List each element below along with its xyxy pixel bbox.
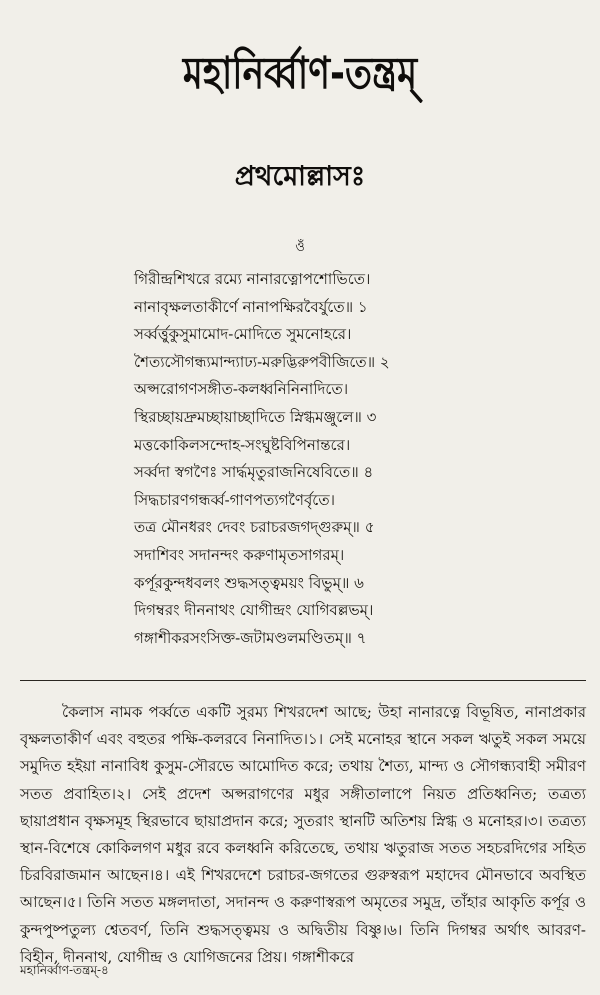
verse-line: তত্র মৌনধরং দেবং চরাচরজগদ্‌গুরুম্॥ ৫: [134, 518, 375, 537]
verse-line: কর্পূরকুন্দধবলং শুদ্ধসত্ত্বময়ং বিভুম্॥ ৬: [134, 573, 364, 592]
verse-line: নানাবৃক্ষলতাকীর্ণে নানাপক্ষিরবৈর্যুতে॥ ১: [134, 297, 368, 316]
page-footer: মহানির্ব্বাণ-তন্ত্রম্-৪: [20, 963, 109, 977]
bleed-through-text: [150, 0, 390, 22]
verse-line: দিগম্বরং দীননাথং যোগীন্দ্রং যোগিবল্লভম্।: [134, 601, 374, 620]
verse-line: সিদ্ধচারণগন্ধর্ব্ব-গাণপত্যগণৈর্বৃতে।: [134, 490, 335, 509]
verse-block: [134, 266, 574, 652]
verse-line: সদাশিবং সদানন্দং করুণামৃতসাগরম্।: [134, 545, 345, 564]
verse-line: স্থিরচ্ছায়দ্রুমচ্ছায়াচ্ছাদিতে স্নিগ্ধমঞ্জুলে॥ ৩: [134, 407, 377, 426]
page-title: মহানির্ব্বাণ-তন্ত্রম্: [182, 48, 418, 99]
verse-line: সর্ব্বর্ত্তুকুসুমামোদ-মোদিতে সুমনোহরে।: [134, 325, 352, 344]
verse-line: শৈত্যসৌগন্ধ্যমান্দ্যাঢ্য-মরুদ্ভিরুপবীজিতে॥ ২: [134, 352, 390, 371]
translation-paragraph: কৈলাস নামক পর্ব্বতে একটি সুরম্য শিখরদেশ আছে; উহা নানারত্নে বিভূষিত, নানাপ্রকার বৃক্ষলতাকীর্ণ এবং বহুতর পক্ষি-কলরবে নিনাদিত।১। সেই মনোহর স্থানে সকল ঋতুই সকল সময়ে সমুদিত হইয়া নানাবিধ কুসুম-সৌরভে আমোদিত করে; তথায় শৈত্য, মান্দ্য ও সৌগন্ধ্যবাহী সমীরণ সতত প্রবাহিত।২। সেই প্রদেশ অপ্সরাগণের মধুর সঙ্গীতালাপে নিয়ত প্রতিধ্বনিত; তত্রত্য ছায়াপ্রধান বৃক্ষসমূহ স্থিরভাবে ছায়াপ্রদান করে; সুতরাং স্থানটি অতিশয় স্নিগ্ধ ও মনোহর।৩। তত্রত্য স্থান-বিশেষে কোকিলগণ মধুর রবে কলধ্বনি করিতেছে, তথায় ঋতুরাজ সতত সহচরদিগের সহিত চিরবিরাজমান আছেন।৪। এই শিখরদেশে চরাচর-জগতের গুরুস্বরূপ মহাদেব মৌনভাবে অবস্থিত আছেন।৫। তিনি সতত মঙ্গলদাতা, সদানন্দ ও করুণাস্বরূপ অমৃতের সমুদ্র, তাঁহার আকৃতি কর্পূর ও কুন্দপুষ্পতুল্য শ্বেতবর্ণ, তিনি শুদ্ধসত্ত্বময় ও অদ্বিতীয় বিষ্ণু।৬। তিনি দিগম্বর অর্থাৎ আবরণ-বিহীন, দীননাথ, যোগীন্দ্র ও যোগিজনের প্রিয়। গঙ্গাশীকরে: [20, 703, 586, 966]
verse-line: মত্তকোকিলসন্দোহ-সংঘুষ্টবিপিনান্তরে।: [134, 435, 351, 454]
chapter-heading: প্রথমোল্লাসঃ: [234, 161, 366, 192]
verse-line: গঙ্গাশীকরসংসিক্ত-জটামণ্ডলমণ্ডিতম্॥ ৭: [134, 628, 367, 647]
verse-line: অপ্সরোগণসঙ্গীত-কলধ্বনিনিনাদিতে।: [134, 380, 349, 399]
invocation: ওঁ: [295, 240, 305, 255]
section-divider: [20, 680, 586, 681]
verse-line: গিরীন্দ্রশিখরে রম্যে নানারত্নোপশোভিতে।: [134, 270, 371, 288]
verse-line: সর্ব্বদা স্বগণৈঃ সার্দ্ধমৃতুরাজনিষেবিতে॥ ৪: [134, 463, 374, 482]
